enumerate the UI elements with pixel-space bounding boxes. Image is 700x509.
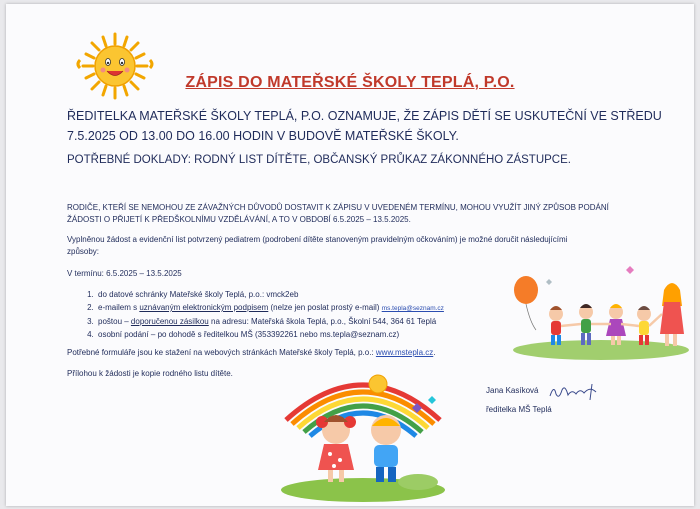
submission-paragraph	[67, 234, 667, 258]
forms-sentence: Potřebné formuláře jsou ke stažení na webových stránkách Mateřské školy Teplá, p.o.:	[67, 348, 376, 357]
announcement-sheet	[6, 4, 694, 506]
way-email-suffix: (nelze jen poslat prostý e-mail)	[268, 303, 382, 312]
page-title: ZÁPIS DO MATEŘSKÉ ŠKOLY TEPLÁ, P.O.	[185, 74, 515, 91]
way-post-suffix: na adresu: Mateřská škola Teplá, p.o., Školní 544, 364 61 Teplá	[208, 317, 437, 326]
forms-text	[67, 348, 436, 357]
submission-ways-list	[80, 288, 536, 341]
way-personal: osobní podání – po dohodě s ředitelkou MŠ (353392261 nebo ms.tepla@seznam.cz)	[98, 330, 400, 339]
way-email-signature: uznávaným elektronickým podpisem	[139, 303, 269, 312]
signature-role: ředitelka MŠ Teplá	[486, 405, 552, 414]
parents-line-1: RODIČE, KTEŘÍ SE NEMOHOU ZE ZÁVAŽNÝCH DŮVODŮ DOSTAVIT K ZÁPISU V UVEDENÉM TERMÍNU, MOHOU VYUŽÍT JINÝ ZPŮSOB PODÁNÍ	[67, 203, 609, 212]
parents-line-2: ŽÁDOSTI O PŘIJETÍ K PŘEDŠKOLNÍMU VZDĚLÁVÁNÍ, A TO V OBDOBÍ 6.5.2025 – 13.5.2025.	[67, 215, 411, 224]
required-documents: POTŘEBNÉ DOKLADY: RODNÝ LIST DÍTĚTE, OBČANSKÝ PRŮKAZ ZÁKONNÉHO ZÁSTUPCE.	[67, 154, 571, 166]
rainbow-children-illustration	[278, 370, 448, 504]
submission-line-1: Vyplněnou žádost a evidenční list potvrzený pediatrem (podrobení dítěte stanoveným pravidelným očkováním) je možné doručit následujícími	[67, 235, 568, 244]
signature-name: Jana Kasíková	[486, 386, 539, 395]
list-item	[96, 288, 536, 301]
forms-end: .	[433, 348, 436, 357]
intro-text	[67, 106, 667, 146]
intro-line-1: ŘEDITELKA MATEŘSKÉ ŠKOLY TEPLÁ, P.O. OZNAMUJE, ŽE ZÁPIS DĚTÍ SE USKUTEČNÍ VE STŘEDU	[67, 109, 662, 123]
list-item	[96, 301, 536, 315]
parents-paragraph	[67, 202, 657, 226]
attachment-text: Přílohou k žádosti je kopie rodného listu dítěte.	[67, 369, 233, 378]
website-link[interactable]: www.mstepla.cz	[375, 348, 434, 357]
list-item	[96, 315, 536, 328]
intro-line-2: 7.5.2025 OD 13.00 DO 16.00 HODIN V BUDOVĚ MATEŘSKÉ ŠKOLY.	[67, 129, 459, 143]
list-item	[96, 328, 536, 341]
submission-line-2: způsoby:	[67, 247, 100, 256]
way-email-prefix: e-mailem s	[98, 303, 140, 312]
term-text: V termínu: 6.5.2025 – 13.5.2025	[67, 269, 182, 278]
children-playing-illustration	[506, 262, 692, 362]
way-post-prefix: poštou –	[98, 317, 131, 326]
way-data-box: do datové schránky Mateřské školy Teplá, p.o.: vmck2eb	[98, 290, 299, 299]
handwritten-signature	[546, 380, 606, 402]
email-link[interactable]: ms.tepla@seznam.cz	[381, 305, 444, 312]
way-post-registered: doporučenou zásilkou	[130, 317, 209, 326]
